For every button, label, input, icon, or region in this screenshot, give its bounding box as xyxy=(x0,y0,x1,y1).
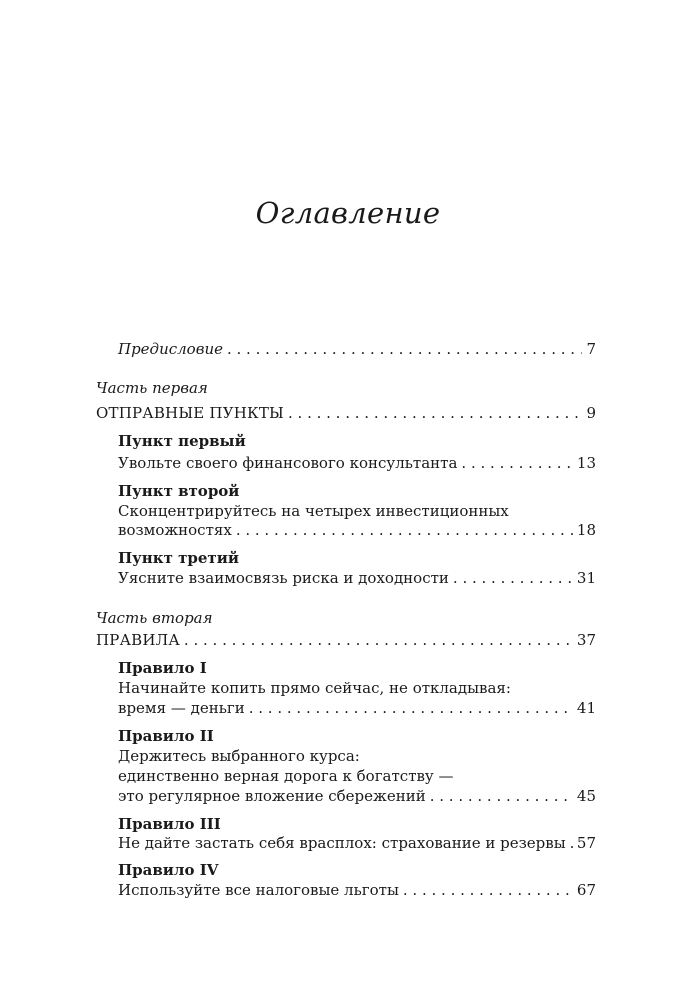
dot-leader xyxy=(461,451,572,475)
toc-entry-label: это регулярное вложение сбережений xyxy=(118,787,426,805)
item-header: Пункт второй xyxy=(118,482,240,500)
dot-leader xyxy=(236,518,573,542)
part-heading: ОТПРАВНЫЕ ПУНКТЫ xyxy=(96,404,284,422)
toc-entry-label: Используйте все налоговые льготы xyxy=(118,881,399,899)
part-heading: ПРАВИЛА xyxy=(96,631,180,649)
toc-page-number: 45 xyxy=(576,787,596,805)
page-title: Оглавление xyxy=(255,196,441,230)
item-header: Правило I xyxy=(118,659,207,677)
toc-entry-label: Предисловие xyxy=(118,340,223,358)
dot-leader xyxy=(288,401,582,425)
toc-entry-label: время — деньги xyxy=(118,699,245,717)
toc-page-number: 31 xyxy=(576,569,596,587)
toc-entry xyxy=(118,878,596,902)
toc-page-number: 37 xyxy=(576,631,596,649)
toc-entry-line: единственно верная дорога к богатству — xyxy=(118,767,454,785)
toc-entry-preface xyxy=(118,337,596,361)
toc-page-number: 9 xyxy=(586,404,596,422)
toc-entry xyxy=(118,784,596,808)
item-header: Правило II xyxy=(118,727,214,745)
item-header: Пункт третий xyxy=(118,549,239,567)
dot-leader xyxy=(184,628,573,652)
toc-entry xyxy=(118,518,596,542)
item-header: Правило IV xyxy=(118,861,219,879)
toc-entry xyxy=(118,696,596,720)
item-header: Пункт первый xyxy=(118,432,246,450)
toc-entry-part2-heading xyxy=(96,628,596,652)
toc-entry-label: возможностях xyxy=(118,521,232,539)
toc-entry-label: Не дайте застать себя врасплох: страхование и резервы xyxy=(118,834,566,852)
item-header: Правило III xyxy=(118,815,221,833)
toc-page-number: 13 xyxy=(576,454,596,472)
toc-page-number: 41 xyxy=(576,699,596,717)
part-label: Часть вторая xyxy=(96,609,213,627)
toc-entry-label: Уясните взаимосвязь риска и доходности xyxy=(118,569,449,587)
toc-page-number: 7 xyxy=(586,340,596,358)
toc-entry-line: Сконцентрируйтесь на четырех инвестиционных xyxy=(118,502,509,520)
toc-entry-label: Увольте своего финансового консультанта xyxy=(118,454,458,472)
toc-entry xyxy=(118,451,596,475)
dot-leader xyxy=(227,337,582,361)
toc-page-number: 18 xyxy=(576,521,596,539)
toc-entry-line: Держитесь выбранного курса: xyxy=(118,747,360,765)
dot-leader xyxy=(403,878,573,902)
toc-entry-part1-heading xyxy=(96,401,596,425)
toc-page-number: 57 xyxy=(576,834,596,852)
dot-leader xyxy=(249,696,573,720)
dot-leader xyxy=(453,566,573,590)
part-label: Часть первая xyxy=(96,379,208,397)
toc-entry-line: Начинайте копить прямо сейчас, не откладывая: xyxy=(118,679,511,697)
dot-leader xyxy=(570,831,573,855)
toc-page-number: 67 xyxy=(576,881,596,899)
dot-leader xyxy=(430,784,573,808)
toc-entry xyxy=(118,566,596,590)
toc-entry xyxy=(118,831,596,855)
